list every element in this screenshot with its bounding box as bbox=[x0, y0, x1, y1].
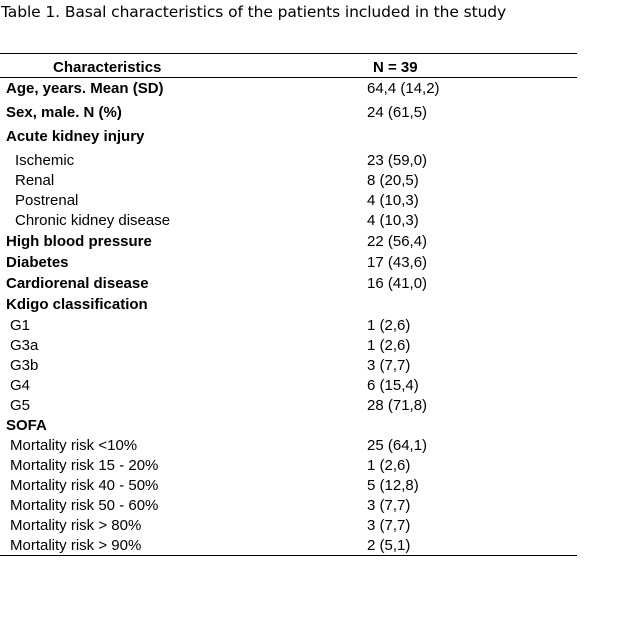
characteristics-table bbox=[0, 53, 577, 556]
column-header-characteristics: Characteristics bbox=[53, 59, 162, 76]
row-label: High blood pressure bbox=[6, 233, 152, 250]
table-row bbox=[0, 252, 577, 273]
table-row bbox=[0, 435, 577, 455]
table-row bbox=[0, 355, 577, 375]
row-label: Sex, male. N (%) bbox=[6, 104, 122, 121]
row-label: G1 bbox=[10, 317, 31, 334]
bottom-rule bbox=[0, 555, 577, 556]
row-label: Postrenal bbox=[15, 192, 79, 209]
row-label: G3a bbox=[10, 337, 39, 354]
row-label: G5 bbox=[10, 397, 31, 414]
row-value: 23 (59,0) bbox=[367, 152, 428, 169]
table-row bbox=[0, 231, 577, 252]
table-row bbox=[0, 335, 577, 355]
table-row bbox=[0, 395, 577, 415]
table-row bbox=[0, 102, 577, 126]
row-value: 3 (7,7) bbox=[367, 497, 411, 514]
row-label: Mortality risk 15 - 20% bbox=[10, 457, 159, 474]
row-label: Chronic kidney disease bbox=[15, 212, 171, 229]
table-caption: Table 1. Basal characteristics of the patients included in the study bbox=[1, 3, 507, 21]
row-label: Cardiorenal disease bbox=[6, 275, 149, 292]
table-row bbox=[0, 78, 577, 102]
row-label: G4 bbox=[10, 377, 31, 394]
table-row bbox=[0, 535, 577, 555]
table-row bbox=[0, 475, 577, 495]
row-value: 3 (7,7) bbox=[367, 517, 411, 534]
column-header-n: N = 39 bbox=[373, 59, 418, 76]
row-value: 1 (2,6) bbox=[367, 337, 411, 354]
row-value: 1 (2,6) bbox=[367, 317, 411, 334]
row-label: Mortality risk 40 - 50% bbox=[10, 477, 159, 494]
row-value: 24 (61,5) bbox=[367, 104, 428, 121]
row-value: 4 (10,3) bbox=[367, 212, 419, 229]
row-value: 17 (43,6) bbox=[367, 254, 428, 271]
row-label: Renal bbox=[15, 172, 55, 189]
row-value: 8 (20,5) bbox=[367, 172, 419, 189]
table-row bbox=[0, 455, 577, 475]
row-value: 16 (41,0) bbox=[367, 275, 428, 292]
table-row bbox=[0, 273, 577, 294]
row-label: Ischemic bbox=[15, 152, 75, 169]
row-value: 1 (2,6) bbox=[367, 457, 411, 474]
table-row bbox=[0, 126, 577, 150]
row-value: 28 (71,8) bbox=[367, 397, 428, 414]
table-row bbox=[0, 210, 577, 231]
row-label: Kdigo classification bbox=[6, 296, 148, 313]
row-value: 22 (56,4) bbox=[367, 233, 428, 250]
row-label: SOFA bbox=[6, 417, 47, 434]
row-label: Mortality risk 50 - 60% bbox=[10, 497, 159, 514]
row-value: 5 (12,8) bbox=[367, 477, 419, 494]
table-row bbox=[0, 515, 577, 535]
row-label: Mortality risk > 80% bbox=[10, 517, 142, 534]
row-label: Acute kidney injury bbox=[6, 128, 145, 145]
table-row bbox=[0, 170, 577, 190]
row-label: Age, years. Mean (SD) bbox=[6, 80, 164, 97]
row-label: Mortality risk <10% bbox=[10, 437, 138, 454]
row-label: G3b bbox=[10, 357, 39, 374]
table-row bbox=[0, 315, 577, 335]
row-value: 6 (15,4) bbox=[367, 377, 419, 394]
table-row bbox=[0, 495, 577, 515]
table-row bbox=[0, 190, 577, 210]
table-row bbox=[0, 415, 577, 435]
row-value: 3 (7,7) bbox=[367, 357, 411, 374]
table-body bbox=[0, 78, 577, 555]
row-value: 25 (64,1) bbox=[367, 437, 428, 454]
row-value: 4 (10,3) bbox=[367, 192, 419, 209]
table-row bbox=[0, 294, 577, 315]
table-row bbox=[0, 150, 577, 170]
table-header bbox=[0, 54, 577, 77]
row-label: Diabetes bbox=[6, 254, 69, 271]
row-value: 64,4 (14,2) bbox=[367, 80, 440, 97]
row-label: Mortality risk > 90% bbox=[10, 537, 142, 554]
row-value: 2 (5,1) bbox=[367, 537, 411, 554]
table-row bbox=[0, 375, 577, 395]
